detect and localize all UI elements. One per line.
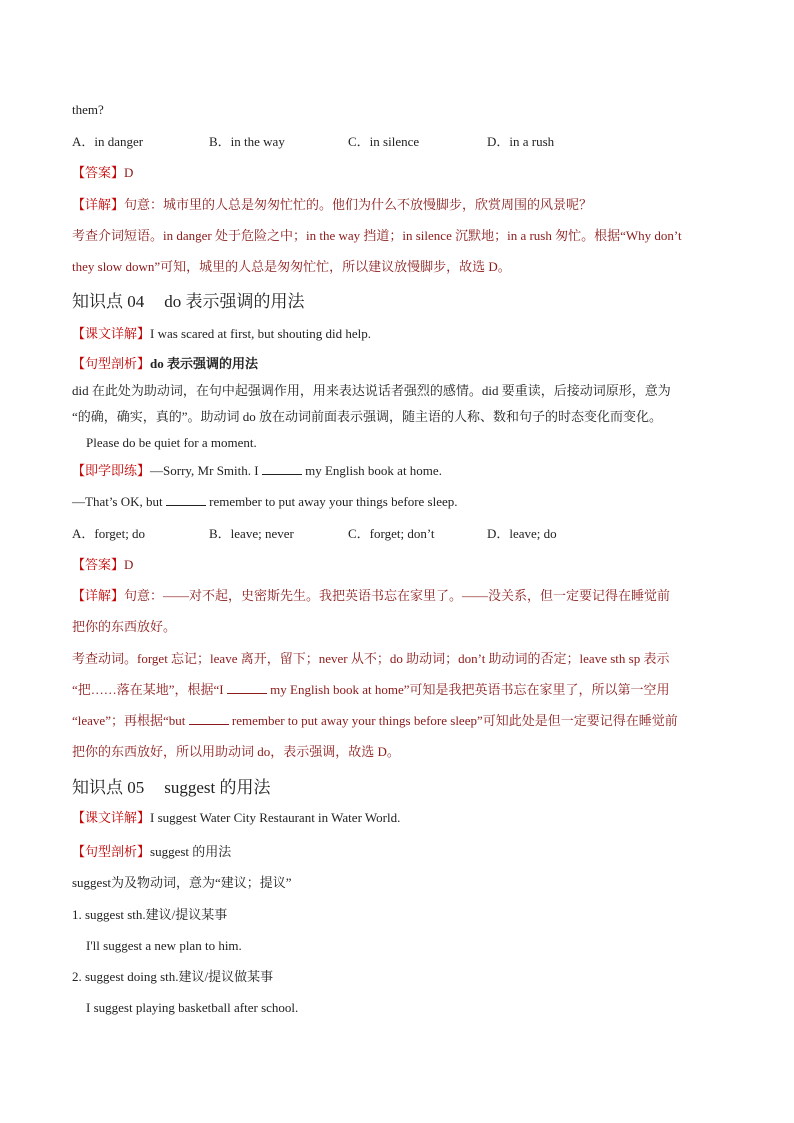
text-content: I suggest Water City Restaurant in Water World. <box>150 810 401 825</box>
usage-example-1: I'll suggest a new plan to him. <box>86 938 242 953</box>
analysis-heading <box>72 843 231 861</box>
analysis-line-1: did 在此处为助动词，在句中起强调作用，用来表达说话者强烈的感情。did 要重读，后接动词原形，意为 <box>72 383 671 398</box>
option-b: B．leave; never <box>209 526 294 541</box>
practice-line-1 <box>72 462 442 480</box>
option-d: D．in a rush <box>487 134 555 149</box>
detail-line-3: they slow down”可知，城里的人总是匆匆忙忙，所以建议放慢脚步，故选 D。 <box>72 259 511 274</box>
analysis-tag: 【句型剖析】 <box>72 356 151 371</box>
answer-line <box>72 164 133 182</box>
detail-text: 句意：——对不起，史密斯先生。我把英语书忘在家里了。——没关系，但一定要记得在睡觉前 <box>124 588 671 603</box>
detail-text-b: my English book at home”可知是我把英语书忘在家里了，所以第一空用 <box>266 682 670 697</box>
option-c: C．in silence <box>348 134 420 149</box>
question-continuation: them? <box>72 102 104 117</box>
intro-line: suggest为及物动词，意为“建议；提议” <box>72 875 292 890</box>
detail-line-1 <box>72 196 592 214</box>
option-b: B．in the way <box>209 134 285 149</box>
usage-example-2: I suggest playing basketball after school. <box>86 1000 299 1015</box>
text-explanation <box>72 809 400 827</box>
section-title: do 表示强调的用法 <box>164 292 305 311</box>
practice-text-a: —Sorry, Mr Smith. I <box>150 463 262 478</box>
text-explanation <box>72 325 371 343</box>
usage-item-2: 2. suggest doing sth.建议/提议做某事 <box>72 969 274 984</box>
detail-text: 句意：城市里的人总是匆匆忙忙的。他们为什么不放慢脚步，欣赏周围的风景呢？ <box>124 197 593 212</box>
answer-tag: 【答案】 <box>72 165 125 180</box>
detail-text-a: “把……落在某地”，根据“I <box>72 682 227 697</box>
option-a: A．in danger <box>72 134 144 149</box>
option-a: A．forget; do <box>72 526 146 541</box>
blank <box>262 462 302 475</box>
detail-line-1 <box>72 587 670 605</box>
option-d: D．leave; do <box>487 526 557 541</box>
practice2-text-b: remember to put away your things before sleep. <box>205 494 458 509</box>
text-tag: 【课文详解】 <box>72 326 151 341</box>
answer-value: D <box>124 557 134 572</box>
option-c: C．forget; don’t <box>348 526 435 541</box>
analysis-tag: 【句型剖析】 <box>72 844 151 859</box>
blank <box>189 712 229 725</box>
answer-line <box>72 556 133 574</box>
detail-text-a: “leave”；再根据“but <box>72 713 189 728</box>
analysis-title: suggest 的用法 <box>150 844 232 859</box>
analysis-heading <box>72 355 258 373</box>
analysis-line-2: “的确，确实，真的”。助动词 do 放在动词前面表示强调，随主语的人称、数和句子的时态变化而变化。 <box>72 409 663 424</box>
practice-line-2 <box>72 493 458 511</box>
detail-line-6: 把你的东西放好，所以用助动词 do，表示强调，故选 D。 <box>72 744 400 759</box>
text-tag: 【课文详解】 <box>72 810 151 825</box>
analysis-title: do 表示强调的用法 <box>150 356 258 371</box>
practice-text-b: my English book at home. <box>301 463 442 478</box>
detail-line-2: 把你的东西放好。 <box>72 619 177 634</box>
section-number: 知识点 05 <box>72 778 145 797</box>
usage-item-1: 1. suggest sth.建议/提议某事 <box>72 907 228 922</box>
text-content: I was scared at first, but shouting did help. <box>150 326 371 341</box>
detail-tag: 【详解】 <box>72 588 125 603</box>
answer-value: D <box>124 165 134 180</box>
answer-tag: 【答案】 <box>72 557 125 572</box>
detail-tag: 【详解】 <box>72 197 125 212</box>
detail-line-5 <box>72 712 678 730</box>
section-title: suggest 的用法 <box>164 778 271 797</box>
practice-tag: 【即学即练】 <box>72 463 151 478</box>
detail-text-b: remember to put away your things before sleep”可知此处是但一定要记得在睡觉前 <box>228 713 678 728</box>
detail-line-3: 考查动词。forget 忘记；leave 离开，留下；never 从不；do 助动词；don’t 助动词的否定；leave sth sp 表示 <box>72 651 670 666</box>
section-heading-05 <box>72 777 271 799</box>
section-heading-04 <box>72 291 305 313</box>
detail-line-4 <box>72 681 670 699</box>
blank <box>166 493 206 506</box>
example-sentence: Please do be quiet for a moment. <box>86 435 257 450</box>
blank <box>227 681 267 694</box>
practice2-text-a: —That’s OK, but <box>72 494 166 509</box>
section-number: 知识点 04 <box>72 292 145 311</box>
detail-line-2: 考查介词短语。in danger 处于危险之中；in the way 挡道；in silence 沉默地；in a rush 匆忙。根据“Why don’t <box>72 228 682 243</box>
